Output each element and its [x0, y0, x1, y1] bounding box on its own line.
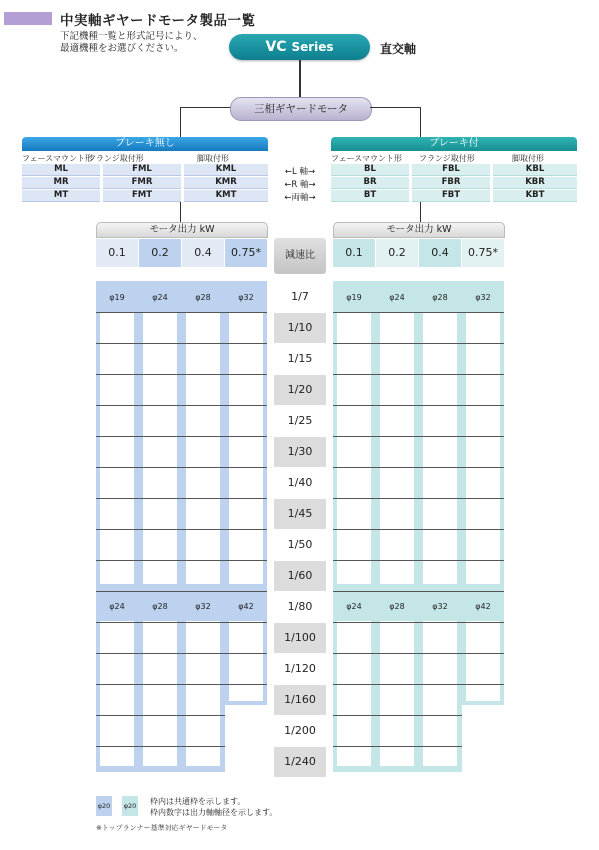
code-cell: MT [22, 190, 100, 202]
code-cell: BL [331, 164, 409, 176]
diameter-label: φ42 [238, 602, 254, 611]
row-separator [333, 436, 504, 437]
legend-box-blue: φ20 [96, 796, 112, 816]
row-separator [96, 746, 225, 747]
left-inner-col [100, 621, 134, 766]
drop-line-right [420, 202, 421, 222]
diameter-label: φ28 [389, 602, 405, 611]
diameter-label: φ32 [475, 293, 491, 302]
diameter-label: φ24 [346, 602, 362, 611]
left-inner-col [186, 621, 220, 766]
row-separator [333, 374, 504, 375]
row-separator [96, 312, 267, 313]
code-cell: FBL [412, 164, 490, 176]
row-separator [333, 405, 504, 406]
footnote: ※トップランナー基準対応ギヤードモータ [96, 824, 228, 832]
ratio-cell: 1/25 [274, 406, 326, 436]
code-cell: FMR [103, 177, 181, 189]
output-header-left: モータ出力 kW [96, 222, 268, 238]
mount-label: フェースマウント形 [22, 154, 94, 163]
output-header-right: モータ出力 kW [333, 222, 505, 238]
row-separator [96, 405, 267, 406]
mount-label: 脚取付形 [512, 154, 544, 163]
right-inner-col [466, 313, 500, 584]
right-inner-col [337, 621, 371, 766]
series-sub: Series [291, 40, 334, 54]
drop-line-left [180, 202, 181, 222]
row-separator [96, 467, 267, 468]
connector-line [299, 60, 301, 97]
shaft-label: ←両軸→ [284, 193, 316, 203]
row-separator [333, 343, 504, 344]
right-inner-col [423, 313, 457, 584]
code-cell: FMT [103, 190, 181, 202]
power-cell: 0.75* [225, 239, 267, 267]
mount-label: フェースマウント形 [331, 154, 403, 163]
left-inner-col [100, 313, 134, 584]
row-separator [333, 467, 504, 468]
code-cell: MR [22, 177, 100, 189]
row-separator [333, 622, 504, 623]
code-cell: FML [103, 164, 181, 176]
ratio-cell: 1/40 [274, 468, 326, 498]
row-separator [333, 498, 504, 499]
branch-left-drop [180, 107, 181, 137]
right-inner-col [423, 621, 457, 766]
ratio-cell: 1/160 [274, 685, 326, 715]
left-inner-col [143, 621, 177, 766]
code-cell: FBR [412, 177, 490, 189]
row-separator [96, 715, 225, 716]
row-separator [333, 529, 504, 530]
diameter-label: φ24 [152, 293, 168, 302]
diameter-label: φ28 [195, 293, 211, 302]
brake-with-header: ブレーキ付 [331, 137, 577, 151]
power-cell: 0.4 [419, 239, 461, 267]
ratio-cell: 1/30 [274, 437, 326, 467]
right-inner-col [337, 313, 371, 584]
page-title: 中実軸ギヤードモータ製品一覧 [60, 13, 256, 29]
left-inner-col [143, 313, 177, 584]
ratio-cell: 1/100 [274, 623, 326, 653]
ratio-cell: 1/200 [274, 716, 326, 746]
row-separator [333, 746, 462, 747]
shaft-label: ←R 軸→ [284, 180, 316, 190]
code-cell: KMT [184, 190, 268, 202]
right-inner-col [380, 621, 414, 766]
code-cell: KBR [493, 177, 577, 189]
right-grid-cutout [462, 705, 504, 772]
diameter-label: φ24 [109, 602, 125, 611]
power-cell: 0.75* [462, 239, 504, 267]
code-cell: ML [22, 164, 100, 176]
ratio-cell: 1/60 [274, 561, 326, 591]
ratio-header: 減速比 [274, 238, 326, 274]
mount-label: 脚取付形 [197, 154, 229, 163]
shaft-label: ←L 軸→ [284, 167, 316, 177]
legend-text: 枠内は共通枠を示します。 枠内数字は出力軸軸径を示します。 [150, 797, 278, 817]
diameter-label: φ28 [432, 293, 448, 302]
code-cell: BT [331, 190, 409, 202]
row-separator [96, 436, 267, 437]
diameter-label: φ19 [346, 293, 362, 302]
ratio-cell: 1/50 [274, 530, 326, 560]
code-cell: KBL [493, 164, 577, 176]
power-cell: 0.2 [376, 239, 418, 267]
ratio-cell: 1/45 [274, 499, 326, 529]
row-separator [96, 591, 267, 592]
diameter-label: φ32 [195, 602, 211, 611]
axis-type-label: 直交軸 [380, 42, 417, 56]
diameter-label: φ42 [475, 602, 491, 611]
diameter-label: φ24 [389, 293, 405, 302]
ratio-cell: 1/7 [274, 282, 326, 312]
legend-box-teal: φ20 [122, 796, 138, 816]
left-grid-cutout [225, 705, 267, 772]
ratio-cell: 1/80 [274, 592, 326, 622]
row-separator [333, 715, 462, 716]
left-inner-col [229, 313, 263, 584]
diameter-label: φ19 [109, 293, 125, 302]
series-badge [229, 34, 370, 60]
power-cell: 0.4 [182, 239, 224, 267]
code-cell: KMR [184, 177, 268, 189]
row-separator [96, 560, 267, 561]
row-separator [333, 653, 504, 654]
row-separator [96, 498, 267, 499]
code-cell: KML [184, 164, 268, 176]
branch-right [370, 107, 420, 108]
row-separator [333, 684, 504, 685]
right-inner-col [380, 313, 414, 584]
diameter-label: φ32 [238, 293, 254, 302]
power-cell: 0.1 [333, 239, 375, 267]
left-inner-col [229, 621, 263, 701]
code-cell: BR [331, 177, 409, 189]
brake-none-header: ブレーキ無し [22, 137, 268, 151]
power-cell: 0.2 [139, 239, 181, 267]
row-separator [96, 529, 267, 530]
row-separator [96, 374, 267, 375]
code-cell: FBT [412, 190, 490, 202]
branch-left [180, 107, 230, 108]
left-inner-col [186, 313, 220, 584]
power-cell: 0.1 [96, 239, 138, 267]
row-separator [96, 684, 267, 685]
ratio-cell: 1/120 [274, 654, 326, 684]
row-separator [96, 653, 267, 654]
row-separator [96, 622, 267, 623]
right-inner-col [466, 621, 500, 701]
ratio-cell: 1/15 [274, 344, 326, 374]
row-separator [96, 343, 267, 344]
diameter-label: φ28 [152, 602, 168, 611]
diameter-label: φ32 [432, 602, 448, 611]
row-separator [333, 560, 504, 561]
code-cell: KBT [493, 190, 577, 202]
branch-right-drop [420, 107, 421, 137]
row-separator [333, 591, 504, 592]
title-accent-bar [4, 12, 52, 25]
ratio-cell: 1/20 [274, 375, 326, 405]
ratio-cell: 1/240 [274, 747, 326, 777]
series-main: VC [265, 39, 287, 55]
page-subtitle: 下記機種一覧と形式記号により、 最適機種をお選びください。 [60, 31, 203, 54]
mount-label: フランジ取付形 [88, 154, 144, 163]
ratio-cell: 1/10 [274, 313, 326, 343]
motor-type-badge: 三相ギヤードモータ [230, 97, 372, 121]
mount-label: フランジ取付形 [419, 154, 475, 163]
row-separator [333, 312, 504, 313]
